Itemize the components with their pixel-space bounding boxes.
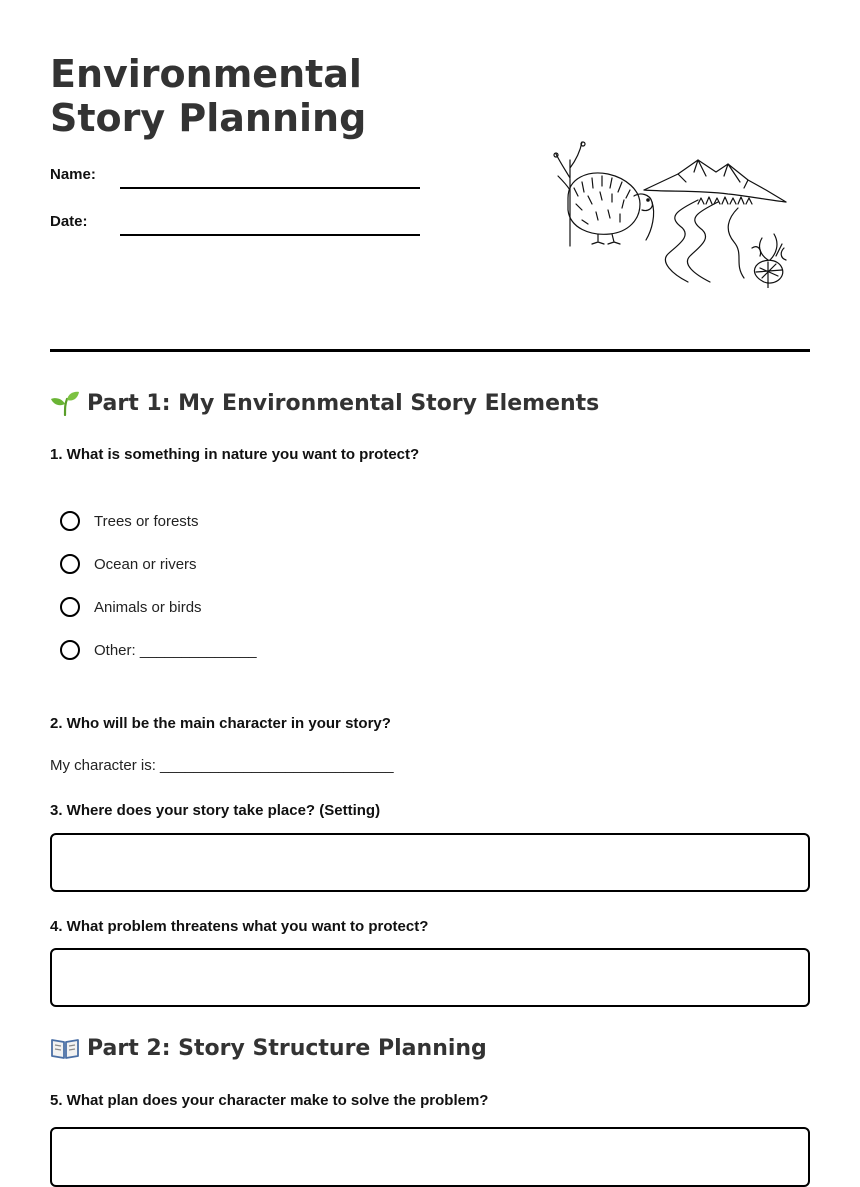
setting-answer-box[interactable]	[50, 833, 810, 892]
question-1: 1. What is something in nature you want to protect?	[50, 446, 420, 463]
question-5: 5. What plan does your character make to solve the problem?	[50, 1092, 489, 1109]
radio-button[interactable]	[60, 511, 80, 531]
option-label: Trees or forests	[94, 512, 199, 530]
date-field[interactable]	[120, 234, 420, 236]
name-label: Name:	[50, 166, 96, 183]
option-label: Animals or birds	[94, 598, 202, 616]
part1-heading	[50, 390, 599, 416]
option-ocean[interactable]	[60, 554, 197, 574]
character-fill-line[interactable]: My character is: ____________________________	[50, 757, 394, 774]
option-animals[interactable]	[60, 597, 202, 617]
page-title: Environmental Story Planning	[50, 52, 367, 140]
seedling-icon	[50, 390, 80, 416]
question-4: 4. What problem threatens what you want to protect?	[50, 918, 429, 935]
part1-heading-text: Part 1: My Environmental Story Elements	[87, 390, 600, 416]
radio-button[interactable]	[60, 640, 80, 660]
kiwi-bird-landscape-illustration	[548, 138, 798, 288]
radio-button[interactable]	[60, 554, 80, 574]
part2-heading	[50, 1035, 487, 1061]
part2-heading-text: Part 2: Story Structure Planning	[87, 1035, 487, 1061]
problem-answer-box[interactable]	[50, 948, 810, 1007]
option-label: Other: ______________	[94, 641, 257, 659]
option-trees[interactable]	[60, 511, 198, 531]
open-book-icon	[50, 1035, 80, 1061]
option-label: Ocean or rivers	[94, 555, 197, 573]
date-label: Date:	[50, 213, 88, 230]
plan-answer-box[interactable]	[50, 1127, 810, 1187]
radio-button[interactable]	[60, 597, 80, 617]
option-other[interactable]	[60, 640, 257, 660]
question-2: 2. Who will be the main character in your story?	[50, 715, 391, 732]
name-field[interactable]	[120, 187, 420, 189]
section-divider	[50, 349, 810, 352]
question-3: 3. Where does your story take place? (Setting)	[50, 802, 381, 819]
